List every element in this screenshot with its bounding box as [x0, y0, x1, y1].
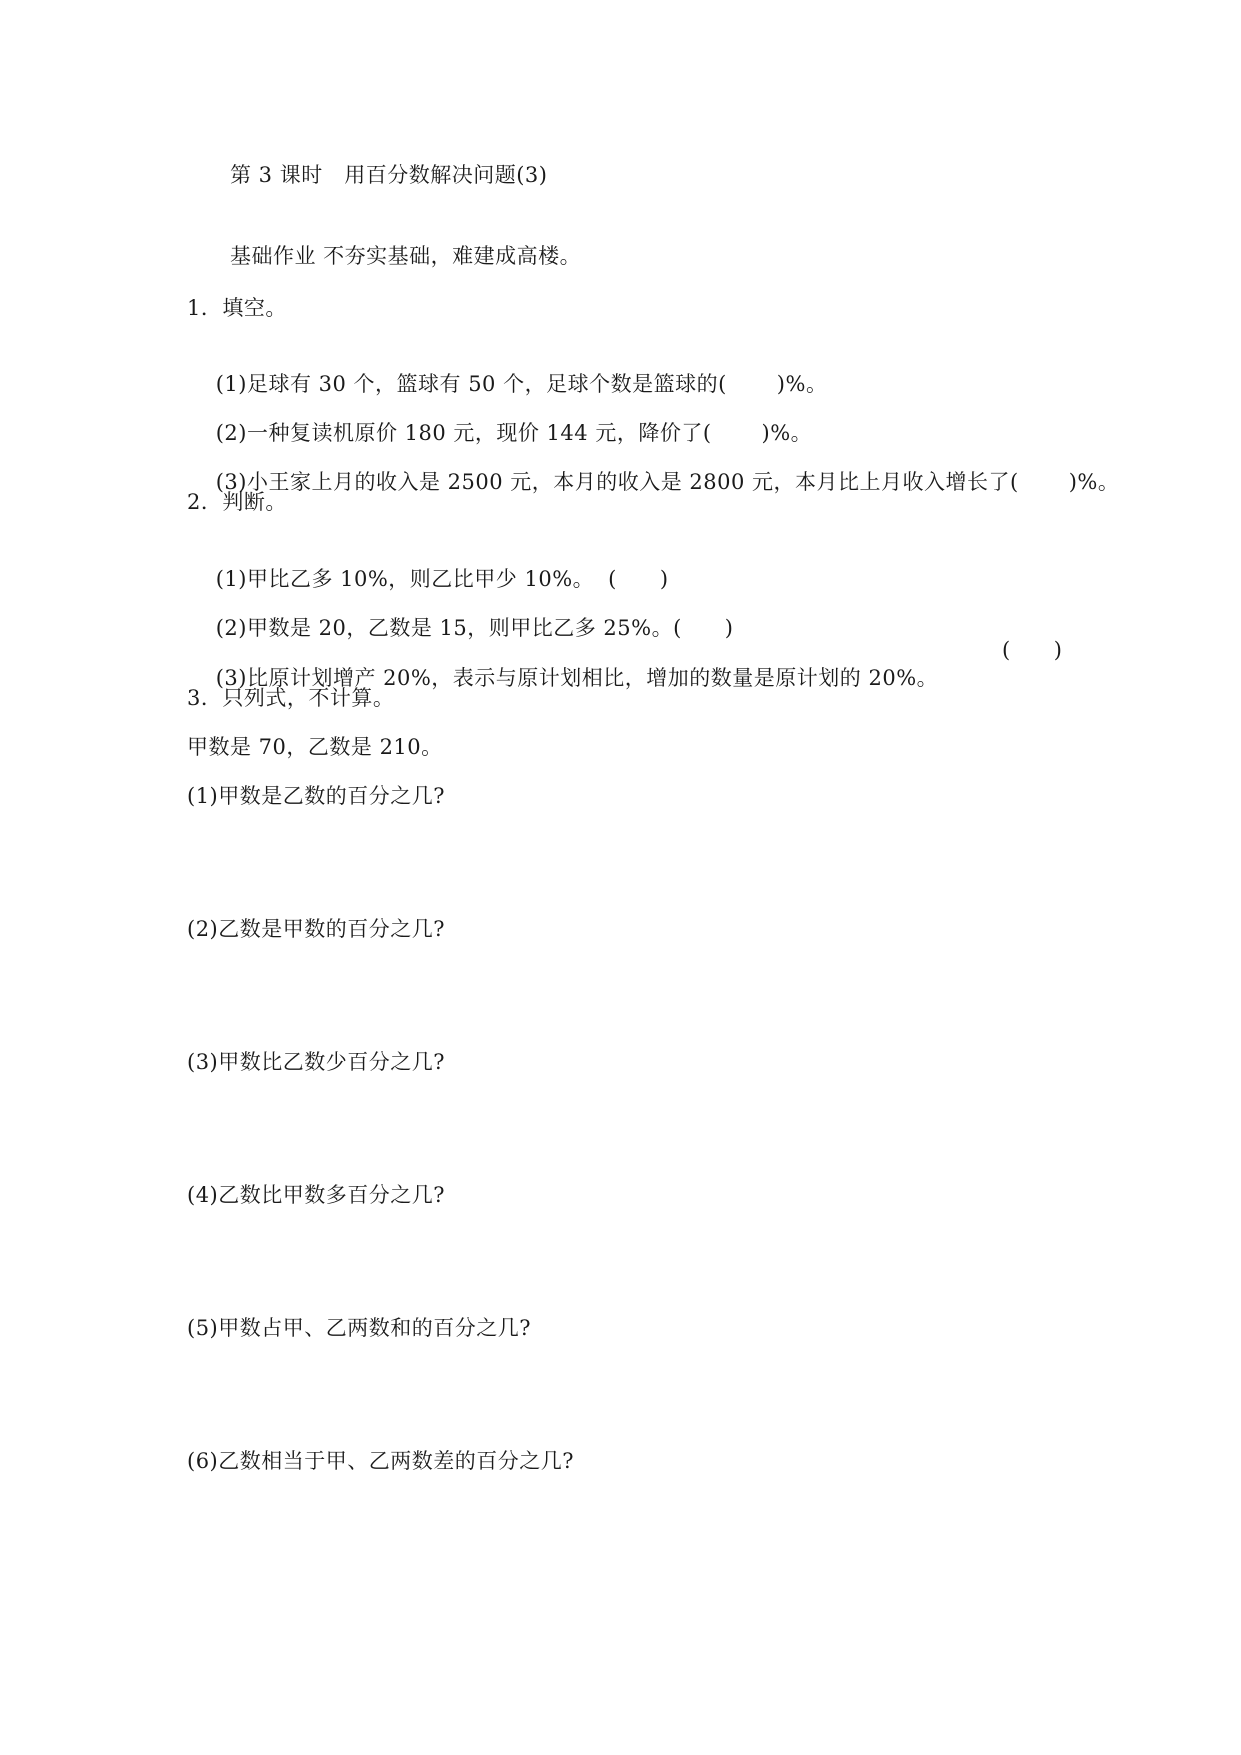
q2-item-3-text: (3)比原计划增产 20%，表示与原计划相比，增加的数量是原计划的 20%。 [215, 666, 939, 690]
q3-item-6: (6)乙数相当于甲、乙两数差的百分之几? [187, 1449, 575, 1473]
q1-item-2-text: (2)一种复读机原价 180 元，现价 144 元，降价了( [215, 421, 712, 445]
q1-heading: 1．填空。 [187, 296, 287, 320]
q2-item-3-bracket[interactable]: ( ) [1002, 638, 1063, 662]
q3-item-1: (1)甲数是乙数的百分之几? [187, 784, 446, 808]
q3-given: 甲数是 70，乙数是 210。 [187, 735, 443, 759]
section-title: 基础作业 不夯实基础，难建成高楼。 [230, 244, 582, 268]
q2-item-1-bracket[interactable]: ( ) [608, 567, 669, 591]
q1-item-3 [187, 440, 1119, 524]
q1-item-2-unit: )%。 [761, 421, 813, 445]
q1-item-3-unit: )%。 [1068, 470, 1120, 494]
lesson-title: 第 3 课时 用百分数解决问题(3) [230, 163, 548, 187]
q1-item-3-text: (3)小王家上月的收入是 2500 元，本月的收入是 2800 元，本月比上月收入增长了( [215, 470, 1019, 494]
q3-item-2: (2)乙数是甲数的百分之几? [187, 917, 446, 941]
q2-item-1-text: (1)甲比乙多 10%，则乙比甲少 10%。 [215, 567, 595, 591]
q3-item-4: (4)乙数比甲数多百分之几? [187, 1183, 446, 1207]
q3-item-5: (5)甲数占甲、乙两数和的百分之几? [187, 1316, 532, 1340]
q2-item-2-text: (2)甲数是 20，乙数是 15，则甲比乙多 25%。 [215, 616, 674, 640]
q3-heading: 3．只列式，不计算。 [187, 686, 395, 710]
q3-item-3: (3)甲数比乙数少百分之几? [187, 1050, 446, 1074]
q1-item-1-text: (1)足球有 30 个，篮球有 50 个，足球个数是篮球的( [215, 372, 727, 396]
q2-item-2-bracket[interactable]: ( ) [673, 616, 734, 640]
q2-heading: 2．判断。 [187, 490, 287, 514]
q1-item-1-unit: )%。 [776, 372, 828, 396]
